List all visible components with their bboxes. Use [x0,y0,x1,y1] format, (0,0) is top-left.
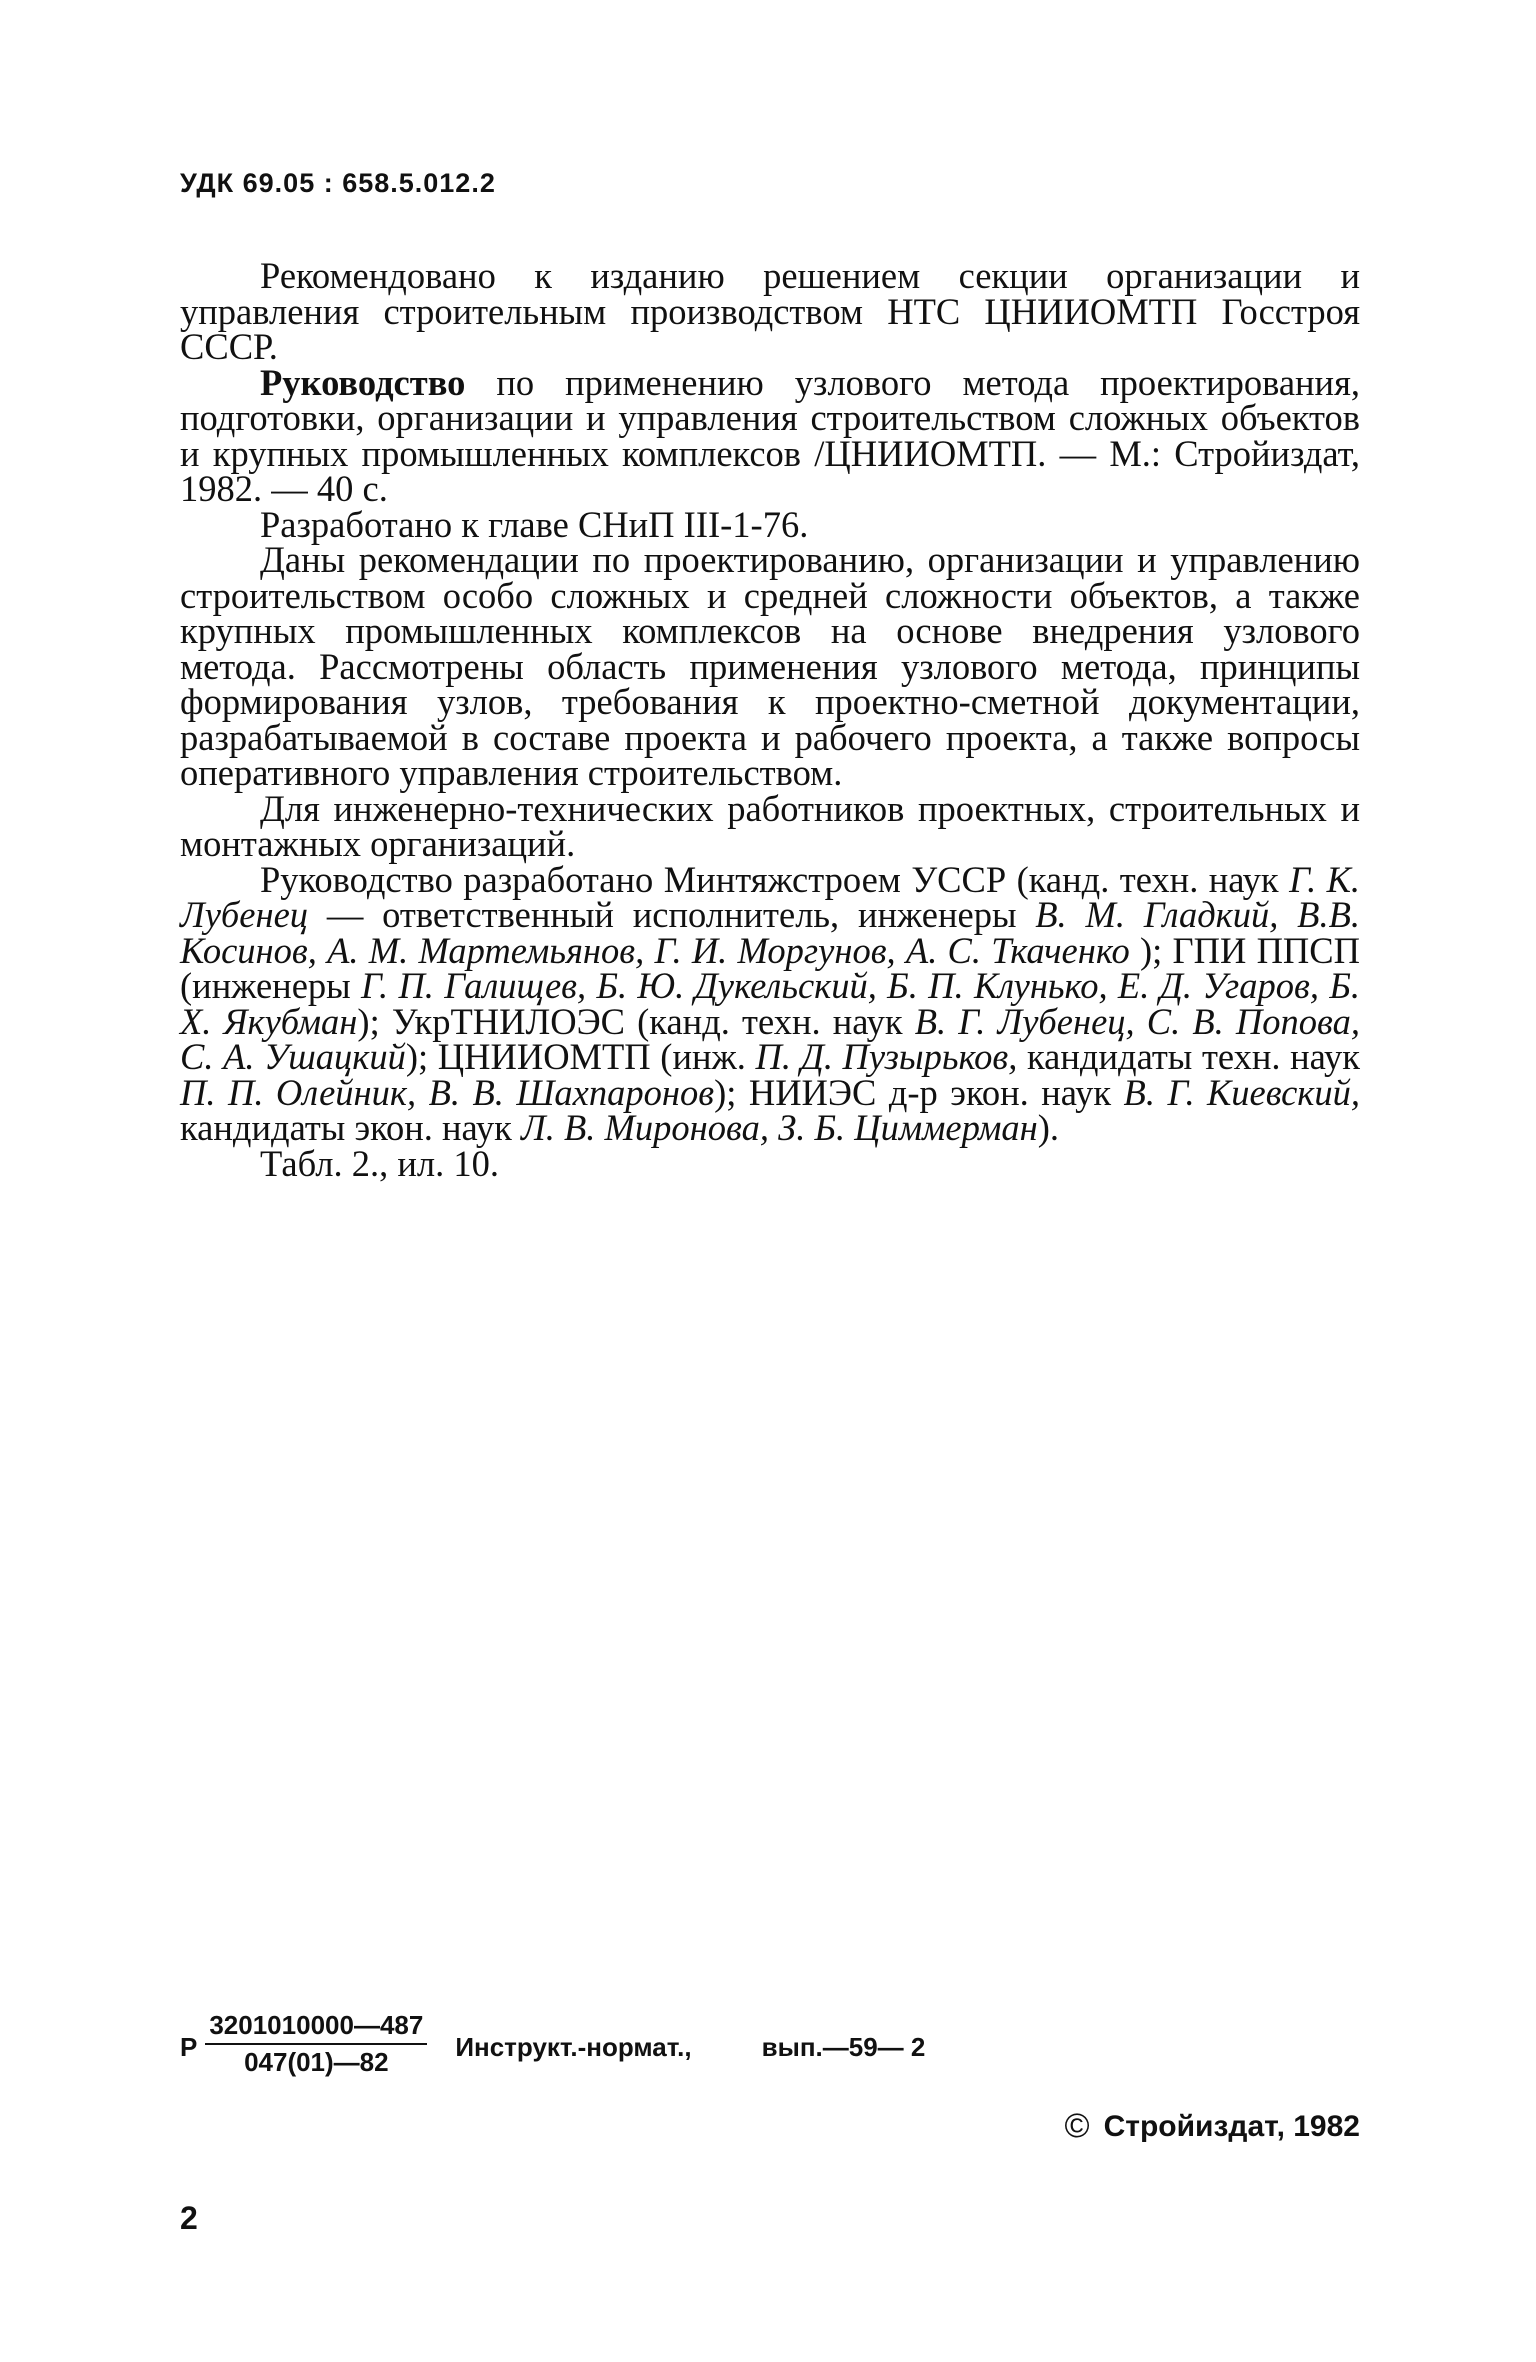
authors-text: ); НИИЭС д-р экон. наук [714,1071,1124,1113]
author-name: П. Д. Пузырьков, [755,1036,1018,1077]
authors-text: ). [1037,1107,1059,1148]
abstract [180,255,1361,1184]
authors-text: кандидаты техн. наук [1017,1036,1361,1077]
tables-illustrations-note: Табл. 2., ил. 10. [260,1142,499,1184]
code-category: Инструкт.-нормат., [455,2031,692,2062]
authors-text: Руководство разработано Минтяжстроем УССР (канд. техн. наук [260,858,1290,900]
publication-code [180,2010,925,2078]
udc-code: УДК 69.05 : 658.5.012.2 [180,168,496,198]
authors-text: ); ГПИ ППСП (инженеры [180,929,1360,1006]
copyright-line [1065,2107,1360,2146]
authors-text: ); ЦНИИОМТП (инж. [405,1036,756,1077]
developed-for-paragraph: Разработано к главе СНиП III-1-76. [260,503,809,545]
authors-text: кандидаты экон. наук [180,1107,522,1148]
recommendation-paragraph: Рекомендовано к изданию решением секции организации и управления строительным производством НТС ЦНИИОМТП Госстроя СССР. [180,255,1360,367]
author-name: В. М. Гладкий, В.В. Косинов, А. М. Мартемьянов, Г. И. Моргунов, А. С. Ткаченко [180,894,1361,971]
author-name: Г. П. Галищев, Б. Ю. Дукельский, Б. П. Клунько, Е. Д. Угаров, Б. Х. Якубман [180,965,1360,1042]
copyright-icon: © [1064,2107,1090,2145]
author-name: П. П. Олейник, В. В. Шахпаронов [180,1071,715,1113]
code-fraction [205,2010,427,2078]
bibliographic-paragraph [180,361,1360,509]
code-issue: вып.—59— 2 [761,2031,926,2062]
author-name: Л. В. Миронова, З. Б. Циммерман [521,1107,1038,1148]
book-title-bold: Руководство [260,361,466,403]
authors-text: — ответственный исполнитель, инженеры [308,894,1036,935]
page-number: 2 [180,2200,198,2236]
bibliographic-description: по применению узлового метода проектирования, подготовки, организации и управления строительством сложных объектов и крупных промышленных комплексов /ЦНИИОМТП. — М.: Стройиздат, 1982. — 40 с. [180,361,1360,509]
author-name: Г. К. Лубенец [180,858,1360,935]
copyright-text: Стройиздат, 1982 [1103,2109,1360,2143]
code-numerator: 3201010000—487 [205,2010,427,2045]
summary-paragraph: Даны рекомендации по проектированию, организации и управлению строительством особо сложных и средней сложности объектов, а также крупных промышленных комплексов на основе внедрения узлового метода. Рассмотрены область применения узлового метода, принципы формирования узлов, требования к проектно-сметной документации, разрабатываемой в составе проекта и рабочего проекта, а также вопросы оперативного управления строительством. [180,539,1360,793]
author-name: В. Г. Киевский, [1123,1071,1361,1113]
code-denominator: 047(01)—82 [244,2047,389,2077]
authors-text: ); УкрТНИЛОЭС (канд. техн. наук [357,1000,915,1042]
audience-paragraph: Для инженерно-технических работников проектных, строительных и монтажных организаций. [180,787,1360,864]
code-letter: Р [180,2031,198,2062]
authors-paragraph [180,858,1361,1148]
author-name: В. Г. Лубенец, С. В. Попова, С. А. Ушацкий [180,1000,1360,1077]
